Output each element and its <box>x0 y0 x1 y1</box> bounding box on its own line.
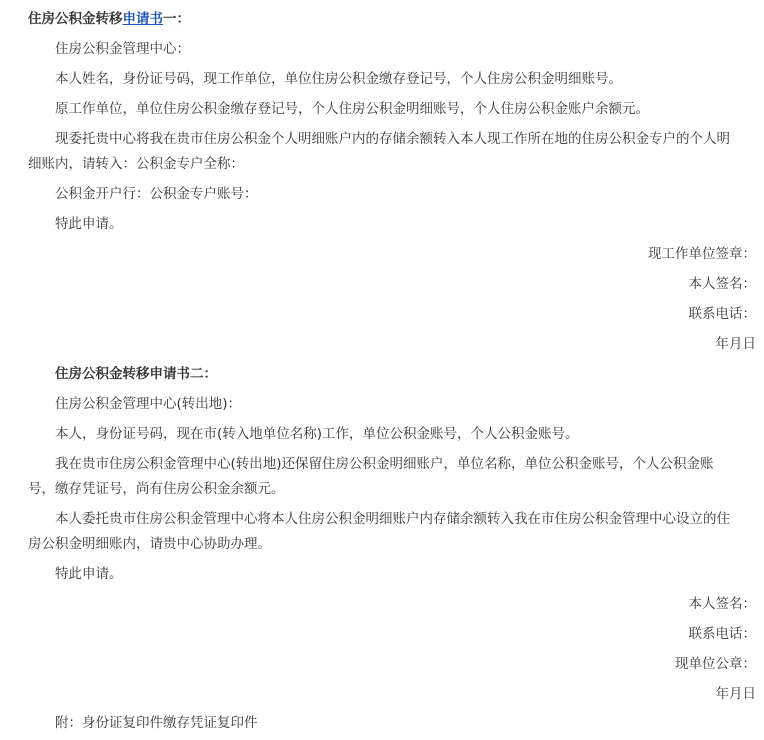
section1-date: 年月日 <box>715 336 756 352</box>
section2-title: 住房公积金转移申请书二： <box>55 366 217 382</box>
section1-phone: 联系电话： <box>688 306 756 322</box>
section1-recipient: 住房公积金管理中心： <box>55 41 190 57</box>
section1-paragraph-3-line-2: 细账内，请转入：公积金专户全称： <box>28 156 244 172</box>
section2-phone: 联系电话： <box>688 626 756 642</box>
section1-paragraph-2: 原工作单位，单位住房公积金缴存登记号，个人住房公积金明细账号，个人住房公积金账户余额元。 <box>55 101 649 117</box>
section2-paragraph-2-line-2: 号，缴存凭证号，尚有住房公积金余额元。 <box>28 481 285 497</box>
section2-paragraph-3-line-2: 房公积金明细账内，请贵中心协助办理。 <box>28 536 271 552</box>
section2-recipient: 住房公积金管理中心(转出地)： <box>55 396 242 412</box>
section1-closing: 特此申请。 <box>55 216 123 232</box>
section2-paragraph-2-line-1: 我在贵市住房公积金管理中心(转出地)还保留住房公积金明细账户，单位名称，单位公积金账号，个人公积金账 <box>55 456 714 472</box>
section2-closing: 特此申请。 <box>55 566 123 582</box>
section1-paragraph-3-line-1: 现委托贵中心将我在贵市住房公积金个人明细账户内的存储余额转入本人现工作所在地的住房公积金专户的个人明 <box>55 131 730 147</box>
section1-title <box>28 9 756 29</box>
section2-paragraph-3-line-1: 本人委托贵市住房公积金管理中心将本人住房公积金明细账户内存储余额转入我在市住房公积金管理中心设立的住 <box>55 511 730 527</box>
section2-signature: 本人签名： <box>688 596 756 612</box>
section1-signature: 本人签名： <box>688 276 756 292</box>
section1-paragraph-1: 本人姓名，身份证号码，现工作单位，单位住房公积金缴存登记号，个人住房公积金明细账号。 <box>55 71 622 87</box>
section1-title-prefix: 住房公积金转移 <box>28 11 123 27</box>
section2-unit-seal: 现单位公章： <box>675 656 756 672</box>
section1-title-suffix: 一： <box>163 11 190 27</box>
application-link[interactable]: 申请书 <box>122 11 163 27</box>
section1-paragraph-4: 公积金开户行：公积金专户账号： <box>55 186 258 202</box>
section1-unit-seal: 现工作单位签章： <box>648 246 756 262</box>
attachment-note: 附：身份证复印件缴存凭证复印件 <box>55 715 258 731</box>
section2-date: 年月日 <box>715 686 756 702</box>
section2-paragraph-1: 本人，身份证号码，现在市(转入地单位名称)工作，单位公积金账号，个人公积金账号。 <box>55 426 579 442</box>
